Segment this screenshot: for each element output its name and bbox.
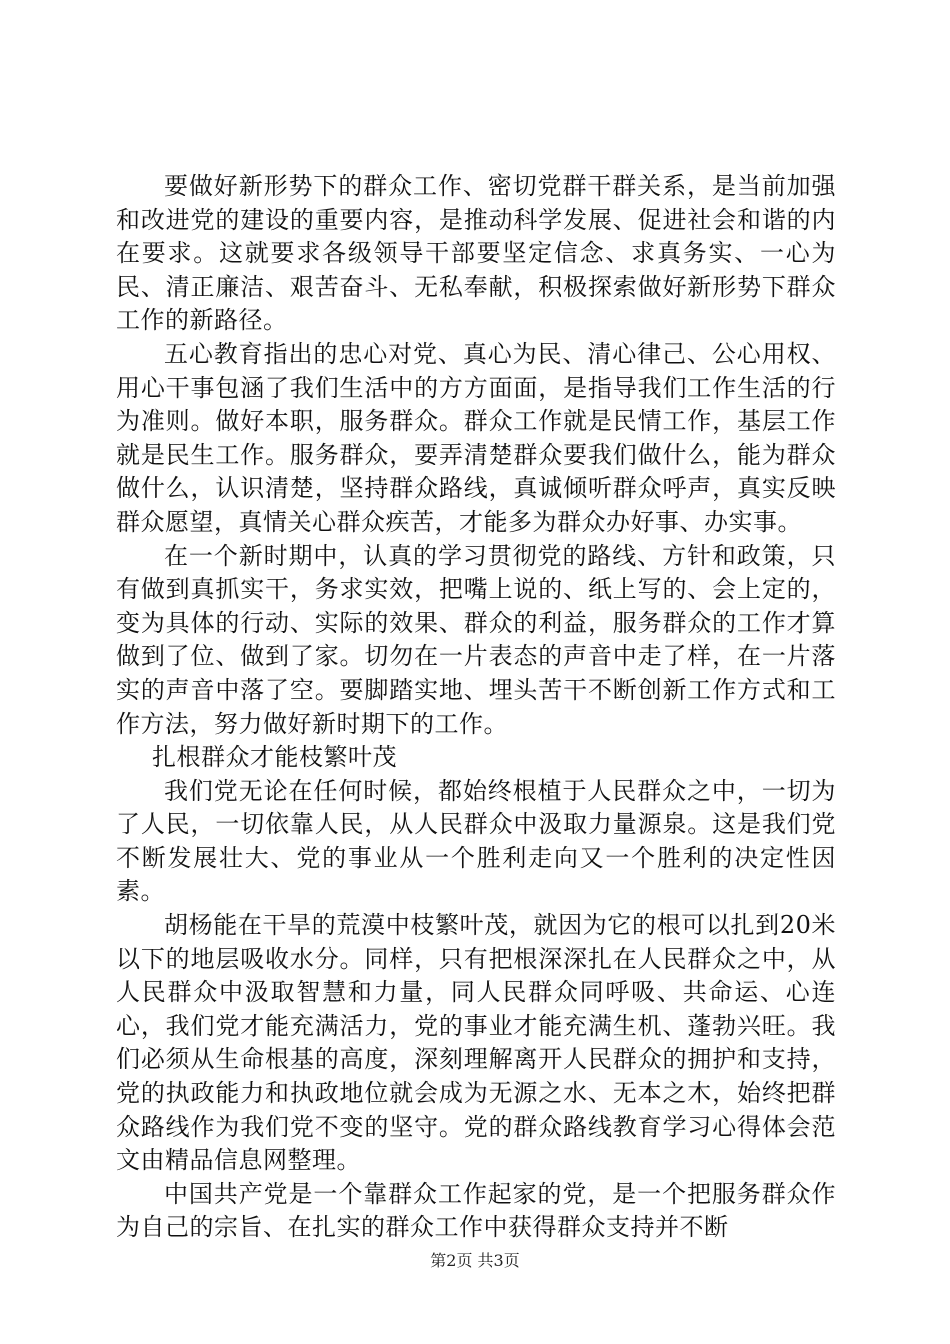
section-heading: 扎根群众才能枝繁叶茂 xyxy=(152,743,397,772)
document-body xyxy=(116,170,836,1245)
page-footer: 第2页 共3页 xyxy=(430,1251,520,1270)
paragraph-4: 我们党无论在任何时候，都始终根植于人民群众之中，一切为了人民，一切依靠人民，从人民群众中汲取力量源泉。这是我们党不断发展壮大、党的事业从一个胜利走向又一个胜利的决定性因素。 xyxy=(116,776,836,906)
paragraph-1: 要做好新形势下的群众工作、密切党群干群关系，是当前加强和改进党的建设的重要内容，是推动科学发展、促进社会和谐的内在要求。这就要求各级领导干部要坚定信念、求真务实、一心为民、清正廉洁、艰苦奋斗、无私奉献，积极探索做好新形势下群众工作的新路径。 xyxy=(116,172,836,335)
paragraph-3: 在一个新时期中，认真的学习贯彻党的路线、方针和政策，只有做到真抓实干，务求实效，把嘴上说的、纸上写的、会上定的，变为具体的行动、实际的效果、群众的利益，服务群众的工作才算做到了位、做到了家。切勿在一片表态的声音中走了样，在一片落实的声音中落了空。要脚踏实地、埋头苦干不断创新工作方式和工作方法，努力做好新时期下的工作。 xyxy=(116,541,836,738)
paragraph-5: 胡杨能在干旱的荒漠中枝繁叶茂，就因为它的根可以扎到20米以下的地层吸收水分。同样，只有把根深深扎在人民群众之中，从人民群众中汲取智慧和力量，同人民群众同呼吸、共命运、心连心，我们党才能充满活力，党的事业才能充满生机、蓬勃兴旺。我们必须从生命根基的高度，深刻理解离开人民群众的拥护和支持，党的执政能力和执政地位就会成为无源之水、无本之木，始终把群众路线作为我们党不变的坚守。党的群众路线教育学习心得体会范文由精品信息网整理。 xyxy=(116,911,836,1175)
paragraph-2: 五心教育指出的忠心对党、真心为民、清心律己、公心用权、用心干事包涵了我们生活中的方方面面，是指导我们工作生活的行为准则。做好本职，服务群众。群众工作就是民情工作，基层工作就是民生工作。服务群众，要弄清楚群众要我们做什么，能为群众做什么，认识清楚，坚持群众路线，真诚倾听群众呼声，真实反映群众愿望，真情关心群众疾苦，才能多为群众办好事、办实事。 xyxy=(116,339,836,536)
paragraph-6: 中国共产党是一个靠群众工作起家的党，是一个把服务群众作为自己的宗旨、在扎实的群众工作中获得群众支持并不断 xyxy=(116,1179,836,1242)
